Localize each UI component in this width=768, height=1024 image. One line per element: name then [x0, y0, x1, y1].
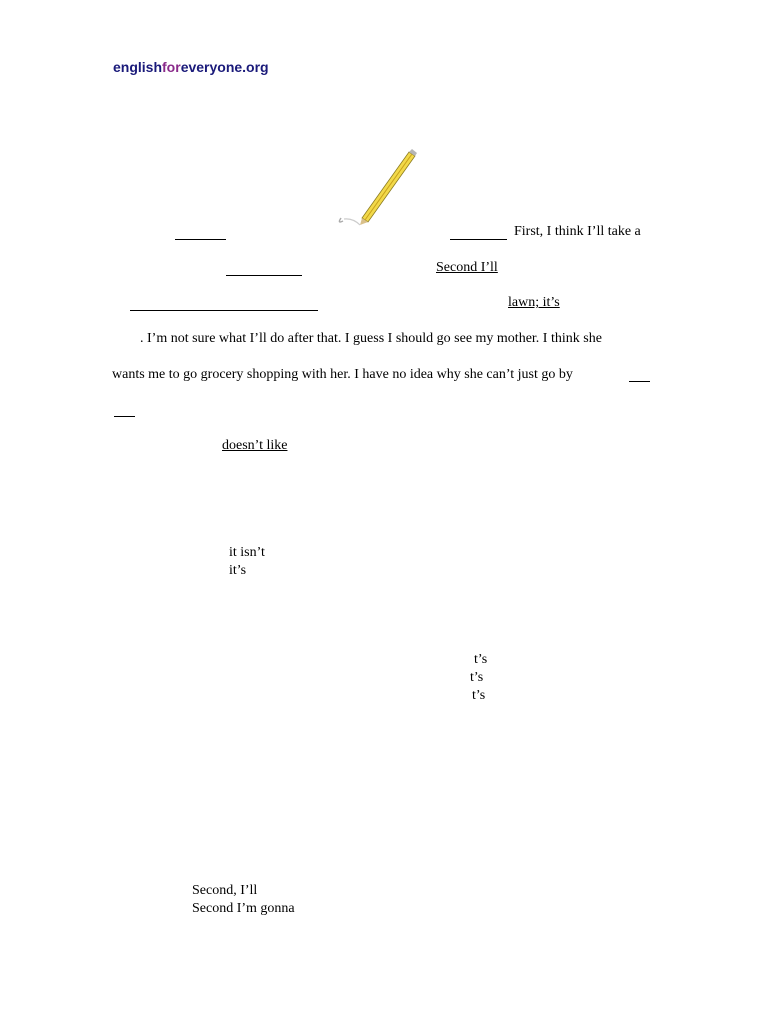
blank-5[interactable] — [629, 381, 650, 382]
text-line-8a: t’s — [474, 652, 488, 667]
logo-part-everyone: everyone.org — [180, 59, 269, 75]
text-line-9a: Second, I’ll — [192, 883, 258, 898]
text-line-6: doesn’t like — [222, 438, 288, 453]
text-line-5: wants me to go grocery shopping with her. I have no idea why she can’t just go by — [112, 367, 573, 382]
blank-6[interactable] — [114, 416, 135, 417]
text-line-9b: Second I’m gonna — [192, 901, 295, 916]
pencil-icon — [335, 148, 421, 228]
logo-part-for: for — [162, 59, 181, 75]
blank-4[interactable] — [130, 310, 318, 311]
text-line-7a: it isn’t — [229, 545, 265, 560]
blank-1[interactable] — [175, 239, 226, 240]
text-line-8b: t’s — [470, 670, 484, 685]
blank-2[interactable] — [450, 239, 507, 240]
text-line-3: lawn; it’s — [508, 295, 560, 310]
logo-part-english: english — [113, 59, 163, 75]
blank-3[interactable] — [226, 275, 302, 276]
site-logo — [113, 58, 269, 76]
text-line-1: First, I think I’ll take a — [514, 224, 641, 239]
text-line-7b: it’s — [229, 563, 247, 578]
text-line-8c: t’s — [472, 688, 486, 703]
text-line-2: Second I’ll — [436, 260, 498, 275]
text-line-4: . I’m not sure what I’ll do after that. I guess I should go see my mother. I think she — [140, 331, 602, 346]
